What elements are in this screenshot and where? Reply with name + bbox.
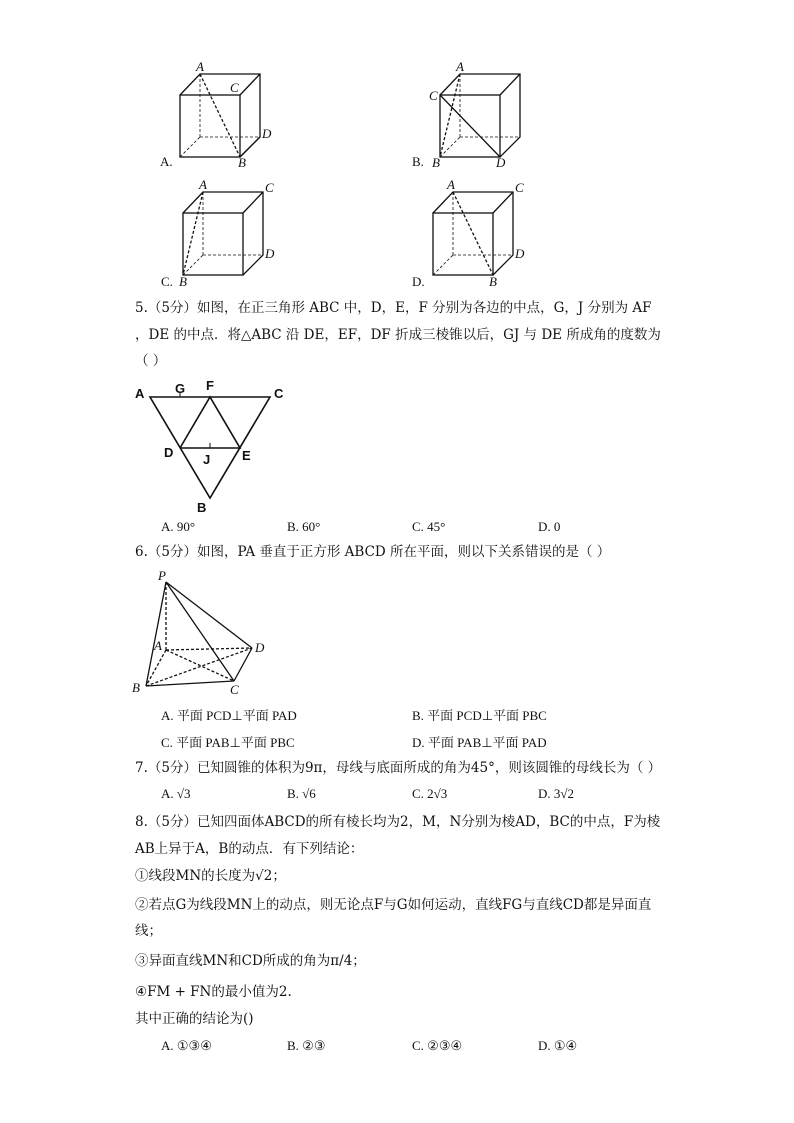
point-label: B: [238, 155, 246, 170]
q7-option-b: B. √6: [287, 786, 316, 801]
option-key: B.: [412, 154, 424, 169]
point-label: D: [496, 155, 506, 170]
triangle-figure: [130, 380, 300, 515]
point-label: C: [429, 88, 438, 103]
option-key: A.: [160, 154, 173, 169]
point-label: A: [447, 177, 455, 192]
point-label: A: [135, 386, 145, 401]
q5-option-b: B. 60°: [287, 519, 321, 534]
q8-stem-line2: AB上异于A，B的动点．有下列结论：: [135, 841, 364, 857]
point-label: J: [203, 452, 211, 467]
q8-option-b: B. ②③: [287, 1038, 326, 1053]
q5-option-a: A. 90°: [161, 519, 196, 534]
q6-stem: 6.（5分）如图，PA 垂直于正方形 ABCD 所在平面，则以下关系错误的是（ ）: [135, 544, 611, 560]
point-label: B: [197, 500, 207, 515]
point-label: A: [456, 59, 464, 74]
point-label: C: [265, 180, 274, 195]
q8-question: 其中正确的结论为(): [135, 1011, 254, 1027]
q5-stem-line1: 5.（5分）如图，在正三角形 ABC 中，D，E，F 分别为各边的中点，G，J 分别为 AF: [135, 300, 652, 316]
point-label: A: [199, 177, 207, 192]
q8-statement-2b: 线；: [135, 923, 162, 939]
cube-figure: [410, 60, 540, 175]
q6-option-d: D. 平面 PAB⊥平面 PAD: [412, 735, 547, 750]
q8-statement-1: ①线段MN的长度为√2；: [135, 868, 286, 884]
cube-figure: [155, 178, 285, 288]
point-label: E: [242, 448, 251, 463]
option-key: C.: [161, 274, 173, 289]
q6-option-b: B. 平面 PCD⊥平面 PBC: [412, 708, 547, 723]
option-key: D.: [412, 274, 425, 289]
point-label: B: [489, 274, 497, 289]
point-label: B: [179, 274, 187, 289]
point-label: A: [196, 59, 204, 74]
q7-option-a: A. √3: [161, 786, 191, 801]
point-label: B: [432, 155, 440, 170]
q8-statement-2a: ②若点G为线段MN上的动点，则无论点F与G如何运动，直线FG与直线CD都是异面直: [135, 897, 652, 913]
point-label: C: [230, 682, 239, 697]
point-label: P: [158, 568, 166, 583]
q8-option-a: A. ①③④: [161, 1038, 212, 1053]
point-label: F: [206, 378, 214, 393]
point-label: A: [154, 638, 162, 653]
q6-option-a: A. 平面 PCD⊥平面 PAD: [161, 708, 297, 723]
q7-stem: 7.（5分）已知圆锥的体积为9π，母线与底面所成的角为45°，则该圆锥的母线长为（ ）: [135, 760, 662, 776]
point-label: C: [274, 386, 284, 401]
q5-stem-line3: （ ）: [135, 353, 167, 369]
q5-option-d: D. 0: [538, 519, 561, 534]
q7-option-d: D. 3√2: [538, 786, 575, 801]
point-label: D: [262, 126, 272, 141]
q8-statement-3: ③异面直线MN和CD所成的角为π/4；: [135, 953, 366, 969]
point-label: B: [132, 680, 140, 695]
q6-option-c: C. 平面 PAB⊥平面 PBC: [161, 735, 295, 750]
point-label: C: [515, 180, 524, 195]
point-label: D: [255, 640, 265, 655]
point-label: D: [164, 445, 174, 460]
q8-stem-line1: 8.（5分）已知四面体ABCD的所有棱长均为2，M，N分别为棱AD，BC的中点，F为棱: [135, 814, 661, 830]
pyramid-figure: [130, 568, 280, 698]
q8-option-d: D. ①④: [538, 1038, 578, 1053]
q5-stem-line2: ，DE 的中点．将△ABC 沿 DE，EF，DF 折成三棱锥以后，GJ 与 DE 所成角的度数为: [135, 327, 661, 343]
q7-option-c: C. 2√3: [412, 786, 448, 801]
point-label: D: [265, 246, 275, 261]
cube-figure: [405, 178, 535, 288]
q8-option-c: C. ②③④: [412, 1038, 463, 1053]
q5-option-c: C. 45°: [412, 519, 446, 534]
q8-statement-4: ④FM + FN的最小值为2.: [135, 984, 292, 1000]
point-label: D: [515, 246, 525, 261]
point-label: G: [175, 381, 186, 396]
point-label: C: [230, 80, 239, 95]
